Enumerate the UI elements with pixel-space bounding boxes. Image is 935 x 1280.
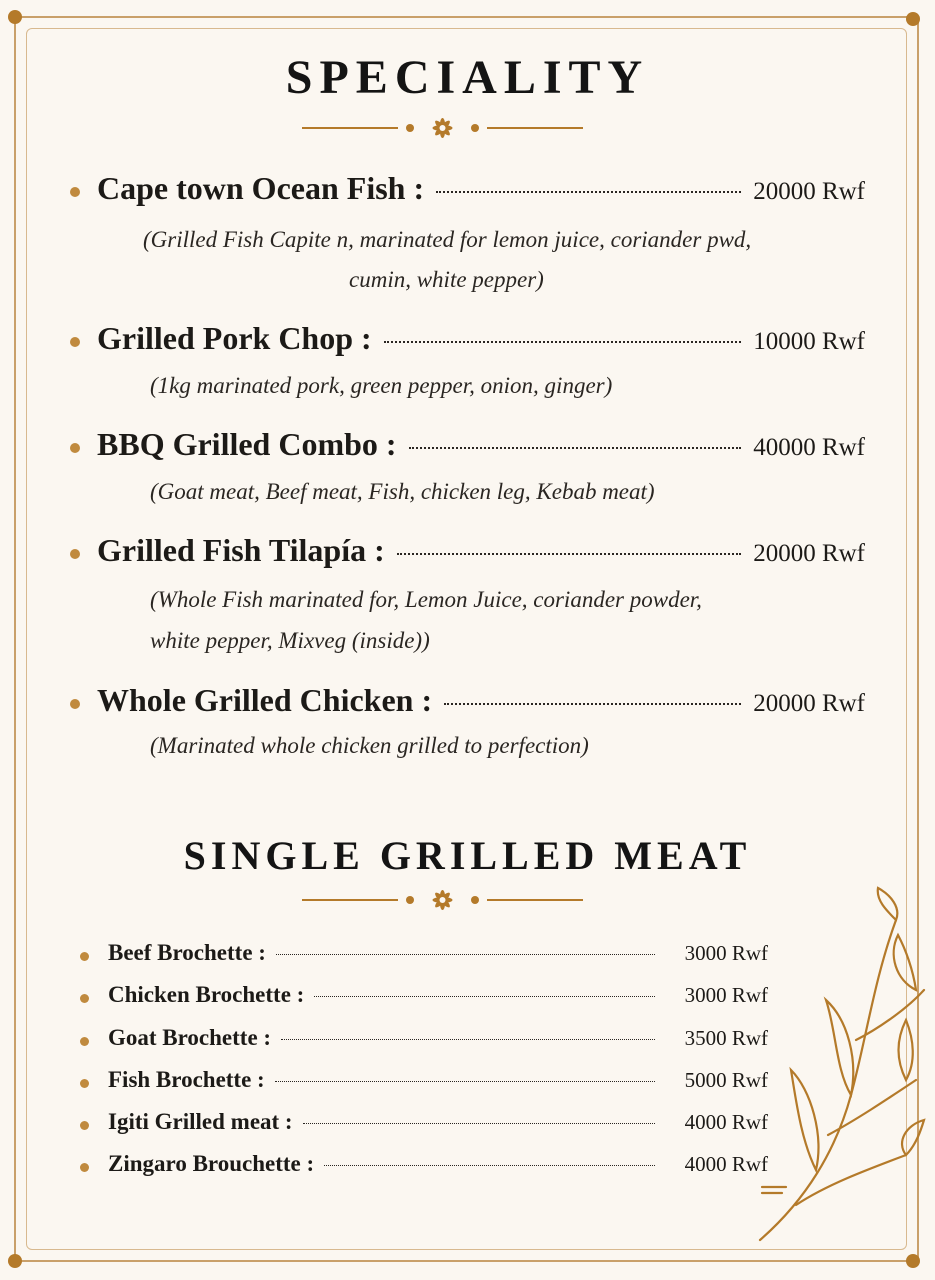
bullet-icon: [80, 1079, 89, 1088]
dot-leader: [384, 341, 742, 343]
item-description: (Goat meat, Beef meat, Fish, chicken leg, Kebab meat): [150, 479, 655, 504]
dot-leader: [324, 1165, 654, 1166]
leaf-branch-icon: [756, 880, 926, 1245]
flourish-divider-icon: [300, 116, 585, 140]
dot-leader: [444, 703, 741, 705]
item-price: 10000 Rwf: [753, 328, 865, 355]
menu-item-row: [108, 940, 768, 966]
item-price: 4000 Rwf: [684, 1152, 768, 1176]
item-name: Beef Brochette :: [108, 940, 266, 965]
menu-item-row: [97, 426, 865, 463]
dot-leader: [397, 553, 741, 555]
item-price: 20000 Rwf: [753, 690, 865, 717]
dot-leader: [281, 1039, 655, 1040]
menu-item-row: [97, 682, 865, 719]
bullet-icon: [70, 699, 80, 709]
item-name: Grilled Pork Chop :: [97, 320, 372, 356]
bullet-icon: [70, 443, 80, 453]
bullet-icon: [70, 337, 80, 347]
item-name: Igiti Grilled meat :: [108, 1109, 293, 1134]
section-title-speciality: SPECIALITY: [285, 51, 650, 104]
dot-leader: [276, 954, 655, 955]
section-title-single-grilled-meat: SINGLE GRILLED MEAT: [183, 833, 752, 878]
bullet-icon: [80, 952, 89, 961]
dot-leader: [409, 447, 742, 449]
item-price: 3000 Rwf: [684, 941, 768, 965]
dot-leader: [436, 191, 741, 193]
menu-item-row: [108, 1151, 768, 1177]
menu-item-row: [108, 1109, 768, 1135]
item-price: 4000 Rwf: [684, 1110, 768, 1134]
item-name: BBQ Grilled Combo :: [97, 426, 397, 462]
menu-item-row: [108, 982, 768, 1008]
bullet-icon: [80, 994, 89, 1003]
bullet-icon: [80, 1163, 89, 1172]
item-description: (1kg marinated pork, green pepper, onion, ginger): [150, 373, 613, 398]
menu-item-row: [97, 532, 865, 569]
corner-ornament-top-left: [8, 10, 22, 24]
menu-item-row: [108, 1025, 768, 1051]
item-price: 5000 Rwf: [684, 1068, 768, 1092]
item-description-line2: white pepper, Mixveg (inside)): [150, 628, 430, 653]
item-price: 3000 Rwf: [684, 983, 768, 1007]
item-name: Fish Brochette :: [108, 1067, 265, 1092]
menu-item-row: [97, 170, 865, 207]
dot-leader: [303, 1123, 655, 1124]
bullet-icon: [80, 1037, 89, 1046]
item-price: 20000 Rwf: [753, 540, 865, 567]
bullet-icon: [70, 187, 80, 197]
item-price: 3500 Rwf: [684, 1026, 768, 1050]
item-description: (Grilled Fish Capite n, marinated for lemon juice, coriander pwd,: [143, 227, 752, 252]
dot-leader: [275, 1081, 655, 1082]
item-name: Goat Brochette :: [108, 1025, 272, 1050]
item-price: 20000 Rwf: [753, 178, 865, 205]
corner-ornament-top-right: [906, 12, 920, 26]
item-description: (Marinated whole chicken grilled to perfection): [150, 733, 589, 758]
item-name: Whole Grilled Chicken :: [97, 682, 433, 718]
item-description-line2: cumin, white pepper): [349, 267, 544, 292]
flourish-divider-icon: [300, 888, 585, 912]
item-name: Chicken Brochette :: [108, 982, 305, 1007]
bullet-icon: [80, 1121, 89, 1130]
dot-leader: [314, 996, 654, 997]
menu-item-row: [108, 1067, 768, 1093]
item-description: (Whole Fish marinated for, Lemon Juice, coriander powder,: [150, 587, 702, 612]
corner-ornament-bottom-left: [8, 1254, 22, 1268]
item-price: 40000 Rwf: [753, 434, 865, 461]
item-name: Grilled Fish Tilapía :: [97, 532, 385, 568]
bullet-icon: [70, 549, 80, 559]
item-name: Cape town Ocean Fish :: [97, 170, 425, 206]
corner-ornament-bottom-right: [906, 1254, 920, 1268]
menu-item-row: [97, 320, 865, 357]
item-name: Zingaro Brouchette :: [108, 1151, 315, 1176]
